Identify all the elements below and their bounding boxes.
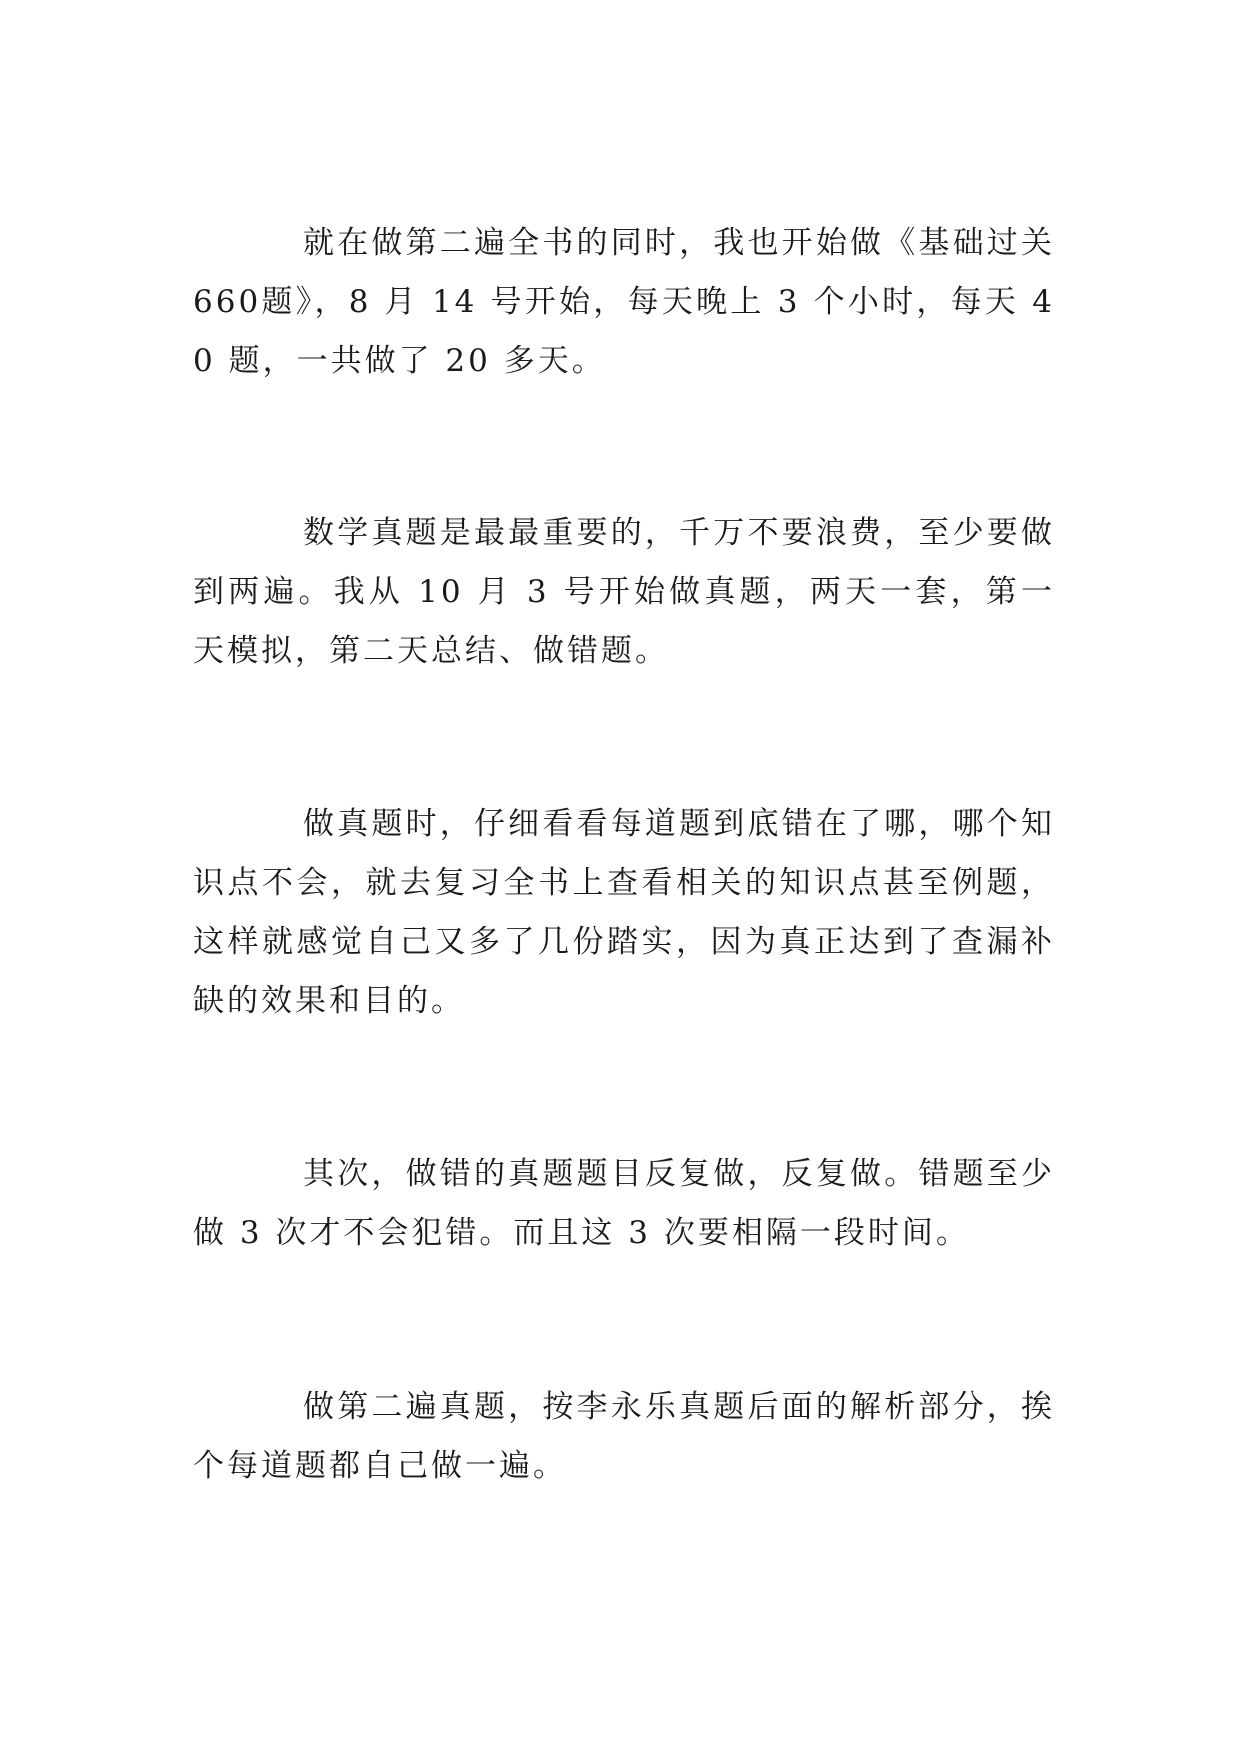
paragraph-4: 其次，做错的真题题目反复做，反复做。错题至少做 3 次才不会犯错。而且这 3 次要相隔一段时间。 [193,1156,1055,1251]
paragraph-1: 就在做第二遍全书的同时，我也开始做《基础过关660题》，8 月 14 号开始，每天晚上 3 个小时，每天 40 题，一共做了 20 多天。 [193,225,1055,379]
paragraph-3: 做真题时，仔细看看每道题到底错在了哪，哪个知识点不会，就去复习全书上查看相关的知识点甚至例题，这样就感觉自己又多了几份踏实，因为真正达到了查漏补缺的效果和目的。 [193,806,1055,1019]
paragraph-5: 做第二遍真题，按李永乐真题后面的解析部分，挨个每道题都自己做一遍。 [193,1389,1055,1484]
paragraph-2: 数学真题是最最重要的，千万不要浪费，至少要做到两遍。我从 10 月 3 号开始做真题，两天一套，第一天模拟，第二天总结、做错题。 [193,515,1055,669]
